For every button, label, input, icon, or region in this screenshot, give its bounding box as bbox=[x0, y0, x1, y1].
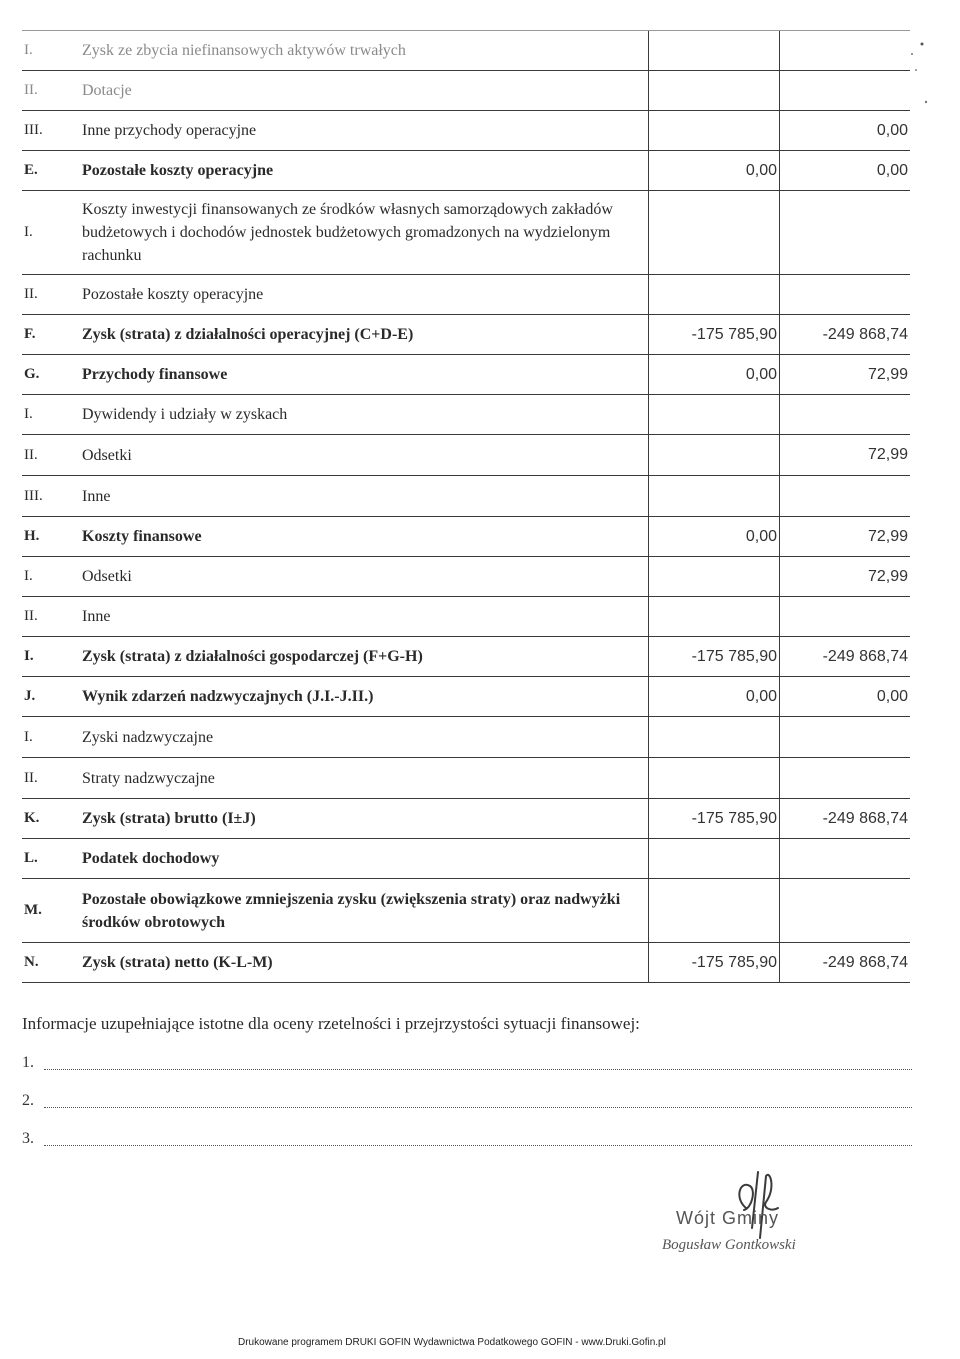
row-description: Pozostałe obowiązkowe zmniejszenia zysku (zwiększenia straty) oraz nadwyżki środków obrotowych bbox=[82, 879, 649, 943]
row-code: K. bbox=[22, 799, 82, 839]
table-row bbox=[22, 557, 910, 597]
value-previous-year: -175 785,90 bbox=[649, 315, 780, 355]
value-current-year bbox=[780, 597, 911, 637]
info-line-number: 3. bbox=[22, 1130, 34, 1147]
signature-name: Bogusław Gontkowski bbox=[662, 1237, 796, 1253]
value-current-year bbox=[780, 717, 911, 758]
value-previous-year: -175 785,90 bbox=[649, 637, 780, 677]
info-line-2 bbox=[22, 1090, 912, 1112]
row-code: I. bbox=[22, 717, 82, 758]
dotted-fill-line bbox=[44, 1145, 912, 1146]
value-previous-year bbox=[649, 717, 780, 758]
row-code: III. bbox=[22, 476, 82, 517]
value-current-year: -249 868,74 bbox=[780, 315, 911, 355]
row-description: Zyski nadzwyczajne bbox=[82, 717, 649, 758]
value-current-year bbox=[780, 71, 911, 111]
table-row bbox=[22, 31, 910, 71]
info-line-1 bbox=[22, 1052, 912, 1074]
value-previous-year bbox=[649, 597, 780, 637]
row-code: I. bbox=[22, 191, 82, 275]
row-description: Zysk (strata) z działalności operacyjnej (C+D-E) bbox=[82, 315, 649, 355]
row-code: II. bbox=[22, 275, 82, 315]
value-previous-year: 0,00 bbox=[649, 677, 780, 717]
value-previous-year: 0,00 bbox=[649, 517, 780, 557]
row-code: II. bbox=[22, 71, 82, 111]
signature-block bbox=[640, 1168, 860, 1268]
table-row bbox=[22, 395, 910, 435]
info-line-number: 2. bbox=[22, 1092, 34, 1109]
row-code: N. bbox=[22, 943, 82, 983]
value-current-year bbox=[780, 275, 911, 315]
value-previous-year bbox=[649, 31, 780, 71]
value-current-year bbox=[780, 839, 911, 879]
row-description: Dotacje bbox=[82, 71, 649, 111]
value-current-year bbox=[780, 191, 911, 275]
table-row bbox=[22, 758, 910, 799]
row-code: G. bbox=[22, 355, 82, 395]
row-description: Odsetki bbox=[82, 557, 649, 597]
value-current-year: 72,99 bbox=[780, 557, 911, 597]
table-row bbox=[22, 275, 910, 315]
info-heading: Informacje uzupełniające istotne dla oceny rzetelności i przejrzystości sytuacji finansowej: bbox=[22, 1014, 640, 1033]
value-previous-year bbox=[649, 111, 780, 151]
table-row bbox=[22, 879, 910, 943]
row-code: I. bbox=[22, 637, 82, 677]
table-row bbox=[22, 355, 910, 395]
value-current-year: 0,00 bbox=[780, 151, 911, 191]
table-row bbox=[22, 111, 910, 151]
row-code: J. bbox=[22, 677, 82, 717]
value-previous-year bbox=[649, 71, 780, 111]
value-previous-year bbox=[649, 435, 780, 476]
value-current-year: 0,00 bbox=[780, 111, 911, 151]
table-row bbox=[22, 637, 910, 677]
table-row bbox=[22, 476, 910, 517]
print-footer: Drukowane programem DRUKI GOFIN Wydawnictwa Podatkowego GOFIN - www.Druki.Gofin.pl bbox=[238, 1337, 666, 1348]
table-row bbox=[22, 71, 910, 111]
row-description: Inne bbox=[82, 476, 649, 517]
dotted-fill-line bbox=[44, 1107, 912, 1108]
value-previous-year bbox=[649, 191, 780, 275]
row-description: Inne bbox=[82, 597, 649, 637]
value-previous-year bbox=[649, 557, 780, 597]
row-code: I. bbox=[22, 557, 82, 597]
signature-title: Wójt Gminy bbox=[676, 1208, 780, 1228]
value-previous-year bbox=[649, 758, 780, 799]
value-current-year: 72,99 bbox=[780, 355, 911, 395]
row-description: Dywidendy i udziały w zyskach bbox=[82, 395, 649, 435]
row-code: I. bbox=[22, 395, 82, 435]
table-row bbox=[22, 799, 910, 839]
row-description: Zysk (strata) z działalności gospodarczej (F+G-H) bbox=[82, 637, 649, 677]
table-row bbox=[22, 315, 910, 355]
row-description: Podatek dochodowy bbox=[82, 839, 649, 879]
value-previous-year bbox=[649, 275, 780, 315]
table-row bbox=[22, 597, 910, 637]
value-current-year bbox=[780, 879, 911, 943]
row-description: Zysk (strata) brutto (I±J) bbox=[82, 799, 649, 839]
row-code: II. bbox=[22, 435, 82, 476]
row-code: M. bbox=[22, 879, 82, 943]
table-row bbox=[22, 435, 910, 476]
row-description: Zysk (strata) netto (K-L-M) bbox=[82, 943, 649, 983]
row-description: Koszty inwestycji finansowanych ze środków własnych samorządowych zakładów budżetowych i dochodów jednostek budżetowych gromadzonych na wydzielonym rachunku bbox=[82, 191, 649, 275]
row-code: E. bbox=[22, 151, 82, 191]
scan-specks bbox=[900, 40, 930, 110]
value-current-year: 72,99 bbox=[780, 517, 911, 557]
value-current-year: -249 868,74 bbox=[780, 943, 911, 983]
table-row bbox=[22, 517, 910, 557]
value-current-year: 0,00 bbox=[780, 677, 911, 717]
row-description: Pozostałe koszty operacyjne bbox=[82, 151, 649, 191]
row-code: II. bbox=[22, 597, 82, 637]
value-current-year bbox=[780, 476, 911, 517]
handwritten-signature bbox=[726, 1168, 786, 1246]
row-description: Zysk ze zbycia niefinansowych aktywów trwałych bbox=[82, 31, 649, 71]
table-row bbox=[22, 943, 910, 983]
value-current-year bbox=[780, 31, 911, 71]
info-line-number: 1. bbox=[22, 1054, 34, 1071]
value-previous-year bbox=[649, 879, 780, 943]
value-previous-year bbox=[649, 839, 780, 879]
value-previous-year: -175 785,90 bbox=[649, 943, 780, 983]
value-previous-year: -175 785,90 bbox=[649, 799, 780, 839]
row-description: Inne przychody operacyjne bbox=[82, 111, 649, 151]
table-row bbox=[22, 677, 910, 717]
row-code: L. bbox=[22, 839, 82, 879]
row-description: Pozostałe koszty operacyjne bbox=[82, 275, 649, 315]
value-current-year: -249 868,74 bbox=[780, 637, 911, 677]
financial-statement-table bbox=[22, 30, 910, 983]
value-previous-year: 0,00 bbox=[649, 151, 780, 191]
row-code: F. bbox=[22, 315, 82, 355]
table-row bbox=[22, 717, 910, 758]
table-row bbox=[22, 151, 910, 191]
row-description: Wynik zdarzeń nadzwyczajnych (J.I.-J.II.) bbox=[82, 677, 649, 717]
value-current-year: -249 868,74 bbox=[780, 799, 911, 839]
value-current-year bbox=[780, 395, 911, 435]
dotted-fill-line bbox=[44, 1069, 912, 1070]
row-description: Koszty finansowe bbox=[82, 517, 649, 557]
row-description: Odsetki bbox=[82, 435, 649, 476]
value-current-year: 72,99 bbox=[780, 435, 911, 476]
table-row bbox=[22, 839, 910, 879]
info-line-3 bbox=[22, 1128, 912, 1150]
value-current-year bbox=[780, 758, 911, 799]
row-description: Przychody finansowe bbox=[82, 355, 649, 395]
row-code: I. bbox=[22, 31, 82, 71]
row-code: III. bbox=[22, 111, 82, 151]
value-previous-year bbox=[649, 395, 780, 435]
row-code: H. bbox=[22, 517, 82, 557]
row-code: II. bbox=[22, 758, 82, 799]
value-previous-year: 0,00 bbox=[649, 355, 780, 395]
value-previous-year bbox=[649, 476, 780, 517]
row-description: Straty nadzwyczajne bbox=[82, 758, 649, 799]
table-row bbox=[22, 191, 910, 275]
